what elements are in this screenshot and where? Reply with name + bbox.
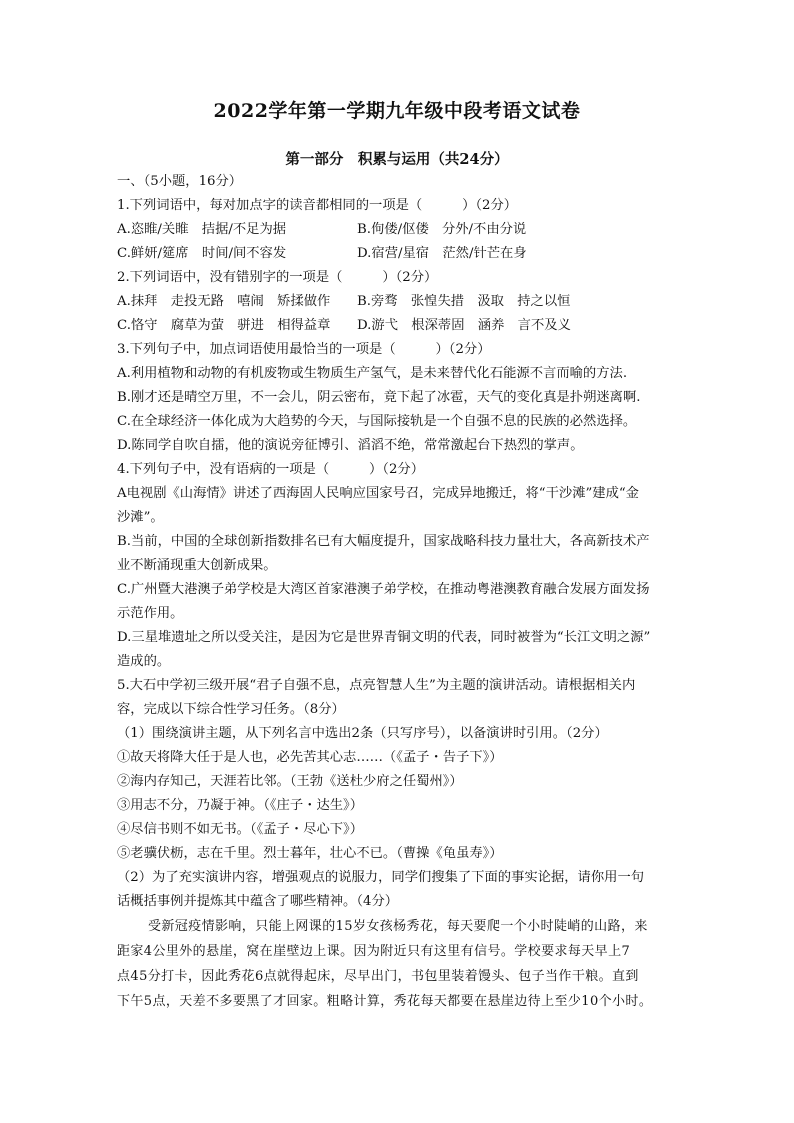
quote-item: ①故天将降大任于是人也，必先苦其心志……（《孟子・告子下》） <box>117 750 503 765</box>
q2-option-a: A.抹拜 走投无路 嘻闹 矫揉做作 <box>117 294 331 309</box>
q1-option-a: A.恣睢/关睢 拮据/不足为据 <box>117 222 287 237</box>
q4-option-d-line1: D.三星堆遗址之所以受关注，是因为它是世界青铜文明的代表，同时被誉为“长江文明之源” <box>117 630 651 645</box>
q5-subquestion-1: （1）围绕演讲主题，从下列名言中选出2条（只写序号），以备演讲时引用。（2分） <box>117 726 608 741</box>
q2-option-c: C.恪守 腐草为萤 骈进 相得益章 <box>117 318 331 333</box>
q3-stem: 3.下列句子中，加点词语使用最恰当的一项是（ ）（2分） <box>117 342 491 357</box>
q4-stem: 4.下列句子中，没有语病的一项是（ ）（2分） <box>117 462 425 477</box>
passage-line: 受新冠疫情影响，只能上网课的15岁女孩杨秀花，每天要爬一个小时陡峭的山路，来 <box>148 919 648 934</box>
q5-subquestion-2-line2: 话概括事例并提炼其中蕴含了哪些精神。（4分） <box>117 894 399 909</box>
q4-option-d-line2: 造成的。 <box>117 654 171 669</box>
q1-option-d: D.宿营/星宿 茫然/针芒在身 <box>357 246 527 261</box>
q3-option-a: A.利用植物和动物的有机废物或生物质生产氢气，是未来替代化石能源不言而喻的方法. <box>117 366 628 381</box>
q4-option-a-line1: A电视剧《山海情》讲述了西海固人民响应国家号召，完成异地搬迁，将“干沙滩”建成“金 <box>117 486 639 501</box>
q5-stem-line2: 容，完成以下综合性学习任务。（8分） <box>117 702 345 717</box>
q3-option-c: C.在全球经济一体化成为大趋势的今天，与国际接轨是一个自强不息的民族的必然选择。 <box>117 414 637 429</box>
q4-option-c-line1: C.广州暨大港澳子弟学校是大湾区首家港澳子弟学校，在推动粤港澳教育融合发展方面发扬 <box>117 582 650 597</box>
q5-subquestion-2-line1: （2）为了充实演讲内容，增强观点的说服力，同学们搜集了下面的事实论据，请你用一句 <box>117 870 645 885</box>
passage-line: 下午5点，天差不多要黑了才回家。粗略计算，秀花每天都要在悬崖边待上至少10个小时。 <box>117 994 653 1009</box>
q4-option-a-line2: 沙滩”。 <box>117 510 164 525</box>
q2-option-b: B.旁骛 张惶失措 汲取 持之以恒 <box>357 294 571 309</box>
quote-item: ④尽信书则不如无书。（《孟子・尽心下》） <box>117 822 363 837</box>
q1-option-c: C.鲜妍/筵席 时间/间不容发 <box>117 246 287 261</box>
part-one-heading: 一、（5小题，16分） <box>117 174 243 189</box>
quote-item: ②海内存知己，天涯若比邻。（王勃《送杜少府之任蜀州》） <box>117 774 463 789</box>
quote-item: ③用志不分，乃凝于神。（《庄子・达生》） <box>117 798 363 813</box>
q1-stem: 1.下列词语中，每对加点字的读音都相同的一项是（ ）（2分） <box>117 198 518 213</box>
section-heading: 第一部分 积累与运用（共24分） <box>285 151 509 168</box>
q4-option-b-line2: 业不断涌现重大创新成果。 <box>117 558 277 573</box>
passage-line: 距家4公里外的悬崖，窝在崖壁边上课。因为附近只有这里有信号。学校要求每天早上7 <box>117 944 631 959</box>
q3-option-d: D.陈同学自吹自擂，他的演说旁征博引、滔滔不绝，常常激起台下热烈的掌声。 <box>117 438 584 453</box>
q2-stem: 2.下列词语中，没有错别字的一项是（ ）（2分） <box>117 270 438 285</box>
passage-line: 点45分打卡，因此秀花6点就得起床，尽早出门，书包里装着馒头、包子当作干粮。直到 <box>117 969 639 984</box>
q2-option-d: D.游弋 根深蒂固 涵养 言不及义 <box>357 318 571 333</box>
q1-option-b: B.佝偻/伛偻 分外/不由分说 <box>357 222 527 237</box>
q4-option-c-line2: 示范作用。 <box>117 606 184 621</box>
q5-stem-line1: 5.大石中学初三级开展“君子自强不息，点亮智慧人生”为主题的演讲活动。请根据相关内 <box>117 678 636 693</box>
quote-item: ⑤老骥伏枥，志在千里。烈士暮年，壮心不已。（曹操《龟虽寿》） <box>117 846 503 861</box>
exam-title: 2022学年第一学期九年级中段考语文试卷 <box>213 100 581 122</box>
q4-option-b-line1: B.当前，中国的全球创新指数排名已有大幅度提升，国家战略科技力量壮大，各高新技术产 <box>117 534 650 549</box>
q3-option-b: B.刚才还是晴空万里，不一会儿，阴云密布，竟下起了冰雹，天气的变化真是扑朔迷离啊. <box>117 390 641 405</box>
